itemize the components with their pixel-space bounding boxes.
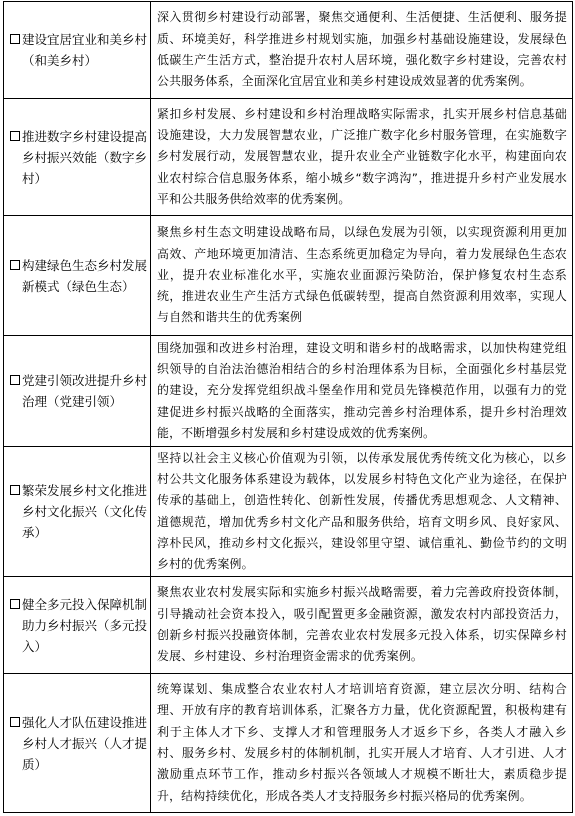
table-row <box>4 674 573 813</box>
category-cell <box>4 447 151 577</box>
checkbox[interactable] <box>10 131 20 141</box>
table-row <box>4 2 573 99</box>
category-cell <box>4 2 151 99</box>
category-description: 围绕加强和改进乡村治理，建设文明和谐乡村的战略需求，以加快构建党组织领导的自治法治德治相结合的乡村治理体系为目标，全面强化乡村基层党的建设，充分发挥党组织战斗堡垒作用和党员先锋模范作用，以强有力的党建促进乡村振兴战略的全面落实，推动完善乡村治理体系，提升乡村治理效能，不断增强乡村发展和乡村建设成效的优秀案例。 <box>157 340 567 440</box>
checkbox[interactable] <box>10 34 20 44</box>
description-cell <box>151 216 573 336</box>
category-description: 聚焦乡村生态文明建设战略布局，以绿色发展为引领，以实现资源利用更加高效、产地环境更加清洁、生态系统更加稳定为导向，着力发展绿色生态农业，提升农业标准化水平，实施农业面源污染防治，保护修复农村生态系统，推进农业生产生活方式绿色低碳转型，提高自然资源利用效率，实现人与自然和谐共生的优秀案例 <box>157 225 567 325</box>
case-category-table <box>3 1 573 813</box>
checkbox[interactable] <box>10 260 20 270</box>
category-description: 坚持以社会主义核心价值观为引领，以传承发展优秀传统文化为核心，以乡村公共文化服务体系建设为载体，以发展乡村特色文化产业为途径，在保护传承的基础上，创造性转化、创新性发展，传播优秀思想观念、人文精神、道德规范，增加优秀乡村文化产品和服务供给，培育文明乡风、良好家风、淳朴民风，推动乡村文化振兴，建设邻里守望、诚信重礼、勤俭节约的文明乡村的优秀案例。 <box>157 450 567 572</box>
category-label: 党建引领改进提升乡村治理（党建引领） <box>22 373 148 409</box>
description-cell <box>151 336 573 447</box>
description-cell <box>151 577 573 674</box>
table-row <box>4 99 573 216</box>
category-label: 推进数字乡村建设提高乡村振兴效能（数字乡村） <box>22 128 148 186</box>
checkbox[interactable] <box>10 717 20 727</box>
category-description: 紧扣乡村发展、乡村建设和乡村治理战略实际需求，扎实开展乡村信息基础设施建设，大力发展智慧农业，广泛推广数字化乡村服务管理，在实施数字乡村发展行动，发展智慧农业，提升农业全产业链数字化水平，构建面向农业农村综合信息服务体系，缩小城乡“数字鸿沟”，推进提升乡村产业发展水平和公共服务供给效率的优秀案例。 <box>157 106 567 206</box>
table-row <box>4 577 573 674</box>
checkbox[interactable] <box>10 599 20 609</box>
description-cell <box>151 2 573 99</box>
table-row <box>4 447 573 577</box>
category-label: 强化人才队伍建设推进乡村人才振兴（人才提质） <box>22 714 148 772</box>
category-description: 聚焦农业农村发展实际和实施乡村振兴战略需要，着力完善政府投资体制，引导撬动社会资本投入，吸引配置更多金融资源，激发农村内部投资活力，创新乡村振兴投融资体制，完善农业农村发展多元投入体系，切实保障乡村发展、乡村建设、乡村治理资金需求的优秀案例。 <box>157 585 567 664</box>
category-label: 建设宜居宜业和美乡村（和美乡村） <box>22 32 148 68</box>
category-description: 深入贯彻乡村建设行动部署，聚焦交通便利、生活便捷、生活便利、服务提质、环境美好，科学推进乡村规划实施，加强乡村基础设施建设，发展绿色低碳生产生活方式，整治提升农村人居环境，强化数字乡村建设，完善农村公共服务体系，全面深化宜居宜业和美乡村建设成效显著的优秀案例。 <box>157 10 567 89</box>
category-cell <box>4 674 151 813</box>
checkbox[interactable] <box>10 375 20 385</box>
category-description: 统筹谋划、集成整合农业农村人才培训培育资源，建立层次分明、结构合理、开放有序的教育培训体系，汇聚各方力量，优化资源配置，积极构建有利于主体人才下乡、支撑人才和管理服务人才返乡下乡，各类人才融入乡村、服务乡村、发展乡村的体制机制，扎实开展人才培育、人才引进、人才激励重点环节工作，推动乡村振兴各领域人才规模不断壮大，素质稳步提升，结构持续优化，形成各类人才支持服务乡村振兴格局的优秀案例。 <box>157 682 567 803</box>
category-cell <box>4 336 151 447</box>
category-cell <box>4 216 151 336</box>
description-cell <box>151 447 573 577</box>
checkbox[interactable] <box>10 485 20 495</box>
category-label: 繁荣发展乡村文化推进乡村文化振兴（文化传承） <box>22 483 148 540</box>
category-cell <box>4 99 151 216</box>
table-row <box>4 336 573 447</box>
description-cell <box>151 99 573 216</box>
category-label: 构建绿色生态乡村发展新模式（绿色生态） <box>22 257 148 294</box>
description-cell <box>151 674 573 813</box>
table-row <box>4 216 573 336</box>
category-label: 健全多元投入保障机制助力乡村振兴（多元投入） <box>22 596 148 654</box>
category-cell <box>4 577 151 674</box>
